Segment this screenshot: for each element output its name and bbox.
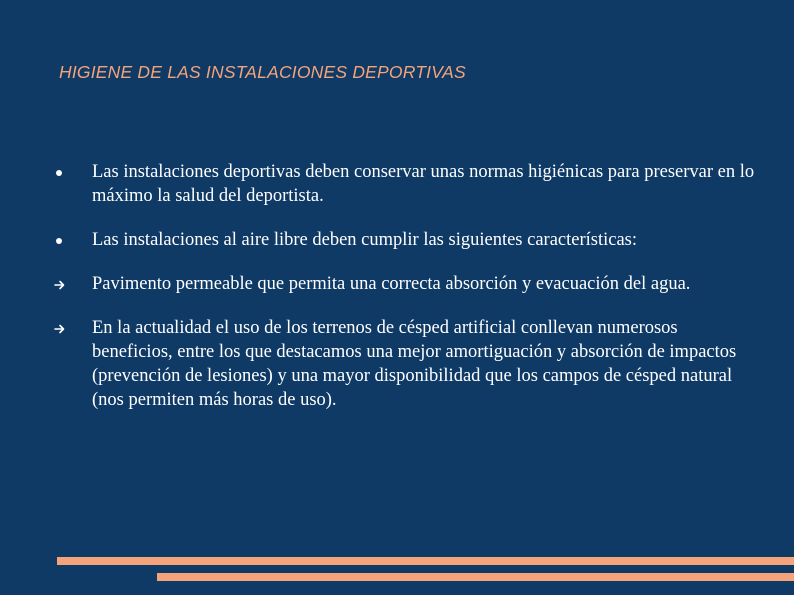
bullet-item	[55, 228, 755, 252]
arrow-right-icon	[55, 272, 67, 296]
slide-title: HIGIENE DE LAS INSTALACIONES DEPORTIVAS	[59, 62, 466, 82]
bullet-text: Las instalaciones deportivas deben conservar unas normas higiénicas para preservar en lo máximo la salud del deportista.	[92, 162, 755, 206]
dot-icon	[55, 228, 67, 252]
bullet-text: Las instalaciones al aire libre deben cumplir las siguientes características:	[92, 230, 638, 250]
dot-icon	[55, 160, 67, 184]
bullet-text: En la actualidad el uso de los terrenos de césped artificial conllevan numerosos beneficios, entre los que destacamos una mejor amortiguación y absorción de impactos (prevención de lesiones) y una mayor disponibilidad que los campos de césped natural (nos permiten más horas de uso).	[92, 318, 737, 410]
bullet-text: Pavimento permeable que permita una correcta absorción y evacuación del agua.	[92, 274, 691, 294]
accent-bar-bottom	[157, 573, 794, 581]
arrow-right-icon	[55, 316, 67, 340]
bullet-list	[55, 160, 755, 412]
bullet-item	[55, 316, 755, 412]
bullet-item	[55, 272, 755, 296]
bullet-item	[55, 160, 755, 208]
accent-bar-top	[57, 557, 794, 565]
